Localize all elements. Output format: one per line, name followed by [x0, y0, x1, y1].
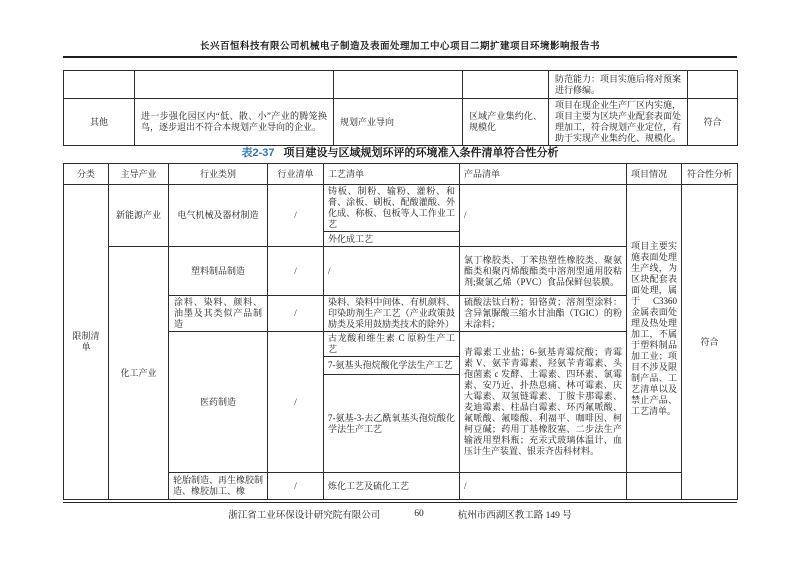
- previous-table-continuation: [63, 70, 738, 146]
- table-caption-number: 表2-37: [241, 147, 275, 159]
- cell-project-status: 项目在现企业生产厂区内实施，项目主要为区块产业配套表面处理加工，符合规划产业定位，有助于实现产业集约化、规模化。: [549, 99, 688, 146]
- column-header-project-status: 项目情况: [627, 164, 682, 185]
- document-footer: [0, 507, 800, 521]
- cell-empty: [135, 71, 334, 99]
- cell-empty: [627, 473, 682, 500]
- cell-empty: [688, 71, 738, 99]
- cell-craft: 炼化工艺及硫化工艺: [324, 473, 460, 500]
- column-header-craft-list: 工艺清单: [324, 164, 460, 185]
- cell-industry-list: /: [268, 247, 324, 296]
- cell-other-label: 其他: [64, 99, 135, 146]
- cell-craft-manual-processes: 铸板、制粉、输粉、灌粉、和膏、涂板、刷板、配酸灌酸、外化成、称板、包板等人工作业工艺: [324, 185, 460, 232]
- cell-empty: [64, 71, 135, 99]
- column-header-compliance: 符合性分析: [682, 164, 738, 185]
- footer-page-number: 60: [414, 509, 424, 519]
- footer-divider: [63, 502, 737, 503]
- cell-craft-gulonic-acid: 古龙酸和维生素 C 原粉生产工艺: [324, 332, 460, 357]
- cell-lead-industry-chemical: 化工产业: [109, 247, 169, 500]
- column-header-category: 分类: [64, 164, 109, 185]
- header-divider: [63, 56, 737, 58]
- column-header-industry-type: 行业类别: [169, 164, 268, 185]
- table-caption-text: 项目建设与区域规划环评的环境准入条件清单符合性分析: [283, 147, 559, 159]
- cell-industry-pharma: 医药制造: [169, 332, 268, 473]
- cell-craft: 染料、染料中间体、有机颜料、印染助剂生产工艺（产业政策鼓励类及采用鼓励类技术的除外）: [324, 296, 460, 332]
- cell-defense-capacity: 防范能力：项目实施后将对预案进行修编。: [549, 71, 688, 99]
- cell-target: 区域产业集约化、规模化: [463, 99, 549, 146]
- cell-industry-list: /: [268, 473, 324, 500]
- footer-company: 浙江省工业环保设计研究院有限公司: [228, 511, 381, 521]
- cell-products: 硫酸法钛白粉；铅铬黄；溶剂型涂料：含异氰脲酸三缩水甘油酯（TGIC）的粉末涂料；: [460, 296, 627, 332]
- cell-industry-list: /: [268, 185, 324, 247]
- cell-compliance: 符合: [682, 185, 738, 500]
- cell-requirement: 进一步强化园区内“低、散、小”产业的腾笼换鸟，逐步退出不符合本规划产业导向的企业。: [135, 99, 334, 146]
- cell-planning-guide: 规划产业导向: [334, 99, 463, 146]
- cell-craft-7aca: 7-氨基头孢烷酸化学法生产工艺: [324, 357, 460, 375]
- cell-category: 限制清单: [64, 185, 109, 500]
- cell-industry-plastic: 塑料制品制造: [169, 247, 268, 296]
- cell-craft-outer-formation: 外化成工艺: [324, 232, 460, 247]
- cell-compliance: 符合: [688, 99, 738, 146]
- column-header-lead-industry: 主导产业: [109, 164, 169, 185]
- document-header-title: 长兴百恒科技有限公司机械电子制造及表面处理加工中心项目二期扩建项目环境影响报告书: [199, 42, 600, 52]
- table-caption: [0, 144, 800, 160]
- table-row: [64, 185, 738, 232]
- admittance-criteria-table: [63, 163, 738, 500]
- cell-industry-list: /: [268, 296, 324, 332]
- cell-products: 青霉素工业盐；6-氨基青霉烷酸；青霉素 V、氨苄青霉素、羟氨苄青霉素、头孢菌素 c 发酵、土霉素、四环素、氯霉素、安乃近、扑热息痛、林可霉素、庆大霉素、双氢链霉素、丁胺卡那霉素、麦迪霉素、柱晶白霉素、环丙氟哌酸、氟哌酸、氟嗪酸、利福平、咖啡因、柯柯豆碱；药用丁基橡胶塞、二步法生产输液用塑料瓶；充汞式玻璃体温计、血压计生产装置、银汞齐齿科材料。: [460, 332, 627, 473]
- header-row: [64, 164, 738, 185]
- cell-products: /: [460, 185, 627, 247]
- cell-industry-coating-dye: 涂料、染料、颜料、油墨及其类似产品制造: [169, 296, 268, 332]
- cell-project-status: 项目主要实施表面处理生产线，为区块配套表面处理，属于 C3360 金属表面处理及热处理加工，不属于塑料制品加工业；项目不涉及限制产品、工艺清单以及禁止产品、工艺清单。: [627, 185, 682, 473]
- column-header-industry-list: 行业清单: [268, 164, 324, 185]
- cell-industry-electrical: 电气机械及器材制造: [169, 185, 268, 247]
- cell-craft-7adca: 7-氨基-3-去乙酰氧基头孢烷酸化学法生产工艺: [324, 375, 460, 473]
- cell-empty: [334, 71, 463, 99]
- footer-address: 杭州市西湖区教工路 149 号: [457, 511, 572, 521]
- cell-empty: [463, 71, 549, 99]
- column-header-product-list: 产品清单: [460, 164, 627, 185]
- cell-products: 氯丁橡胶类、丁苯热塑性橡胶类、聚氨酯类和聚丙烯酸酯类中溶剂型通用胶粘剂;聚氯乙烯（PVC）食品保鲜包装膜。: [460, 247, 627, 296]
- cell-industry-list: /: [268, 332, 324, 473]
- cell-products: /: [460, 473, 627, 500]
- cell-craft: /: [324, 247, 460, 296]
- cell-lead-industry-new-energy: 新能源产业: [109, 185, 169, 247]
- cell-industry-tire-rubber: 轮胎制造、再生橡胶制造、橡胶加工、橡: [169, 473, 268, 500]
